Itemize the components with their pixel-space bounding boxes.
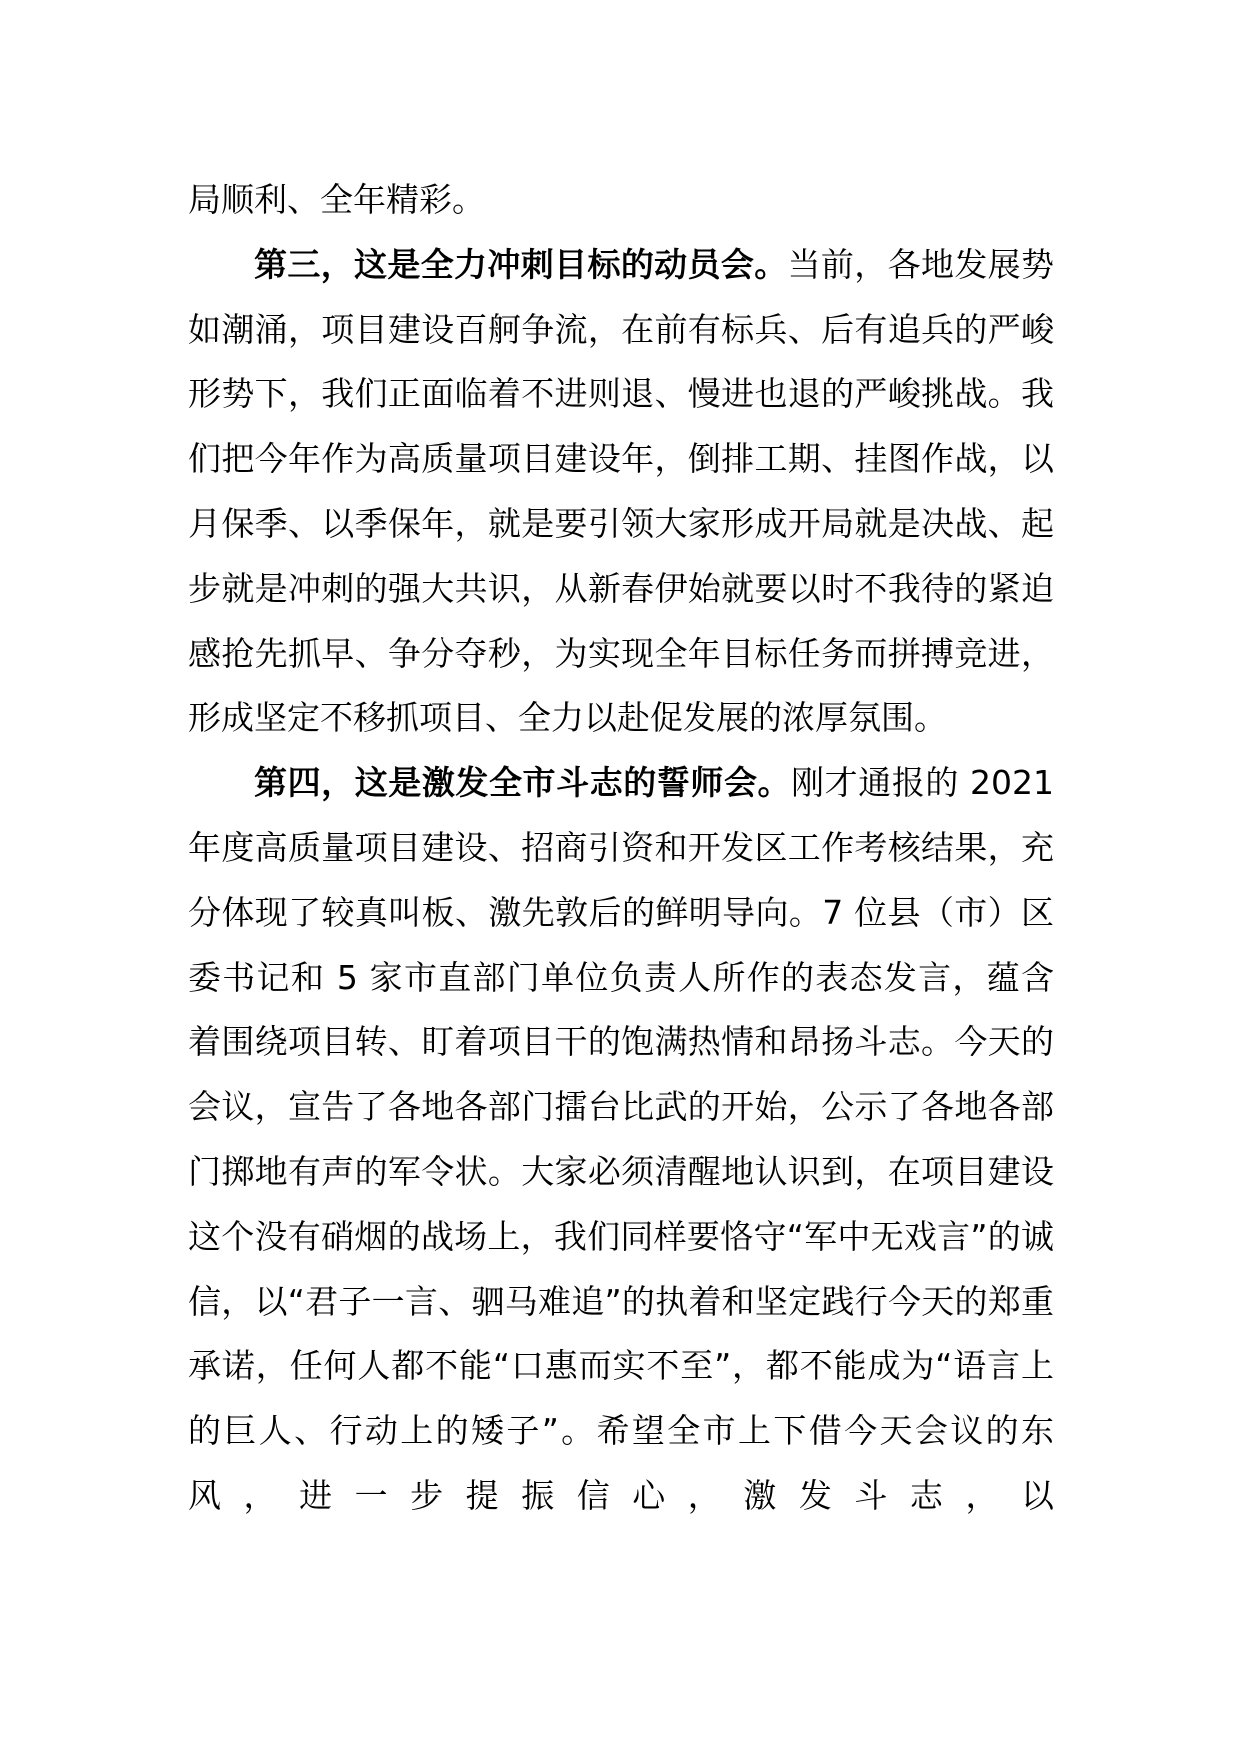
paragraph-text: 刚才通报的 2021 年度高质量项目建设、招商引资和开发区工作考核结果，充分体现了较真叫板、激先敦后的鲜明导向。7 位县（市）区委书记和 5 家市直部门单位负责人所作的表态发言，蕴含着围绕项目转、盯着项目干的饱满热情和昂扬斗志。今天的会议，宣告了各地各部门擂台比武的开始，公示了各地各部门掷地有声的军令状。大家必须清醒地认识到，在项目建设这个没有硝烟的战场上，我们同样要恪守“军中无戏言”的诚信，以“君子一言、驷马难追”的执着和坚定践行今天的郑重承诺，任何人都不能“口惠而实不至”，都不能成为“语言上的巨人、行动上的矮子”。希望全市上下借今天会议的东风，进一步提振信心，激发斗志，以 xyxy=(188,763,1054,1515)
paragraph-fourth-point xyxy=(188,751,1054,1529)
paragraph-third-point xyxy=(188,233,1054,751)
document-page xyxy=(188,168,1054,1529)
paragraph-text: 局顺利、全年精彩。 xyxy=(188,180,485,219)
paragraph-continuation xyxy=(188,168,1054,233)
paragraph-text: 当前，各地发展势如潮涌，项目建设百舸争流，在前有标兵、后有追兵的严峻形势下，我们正面临着不进则退、慢进也退的严峻挑战。我们把今年作为高质量项目建设年，倒排工期、挂图作战，以月保季、以季保年，就是要引领大家形成开局就是决战、起步就是冲刺的强大共识，从新春伊始就要以时不我待的紧迫感抢先抓早、争分夺秒，为实现全年目标任务而拼搏竞进，形成坚定不移抓项目、全力以赴促发展的浓厚氛围。 xyxy=(188,244,1055,738)
paragraph-lead-heading: 第四，这是激发全市斗志的誓师会。 xyxy=(254,763,792,803)
paragraph-lead-heading: 第三，这是全力冲刺目标的动员会。 xyxy=(254,244,788,284)
